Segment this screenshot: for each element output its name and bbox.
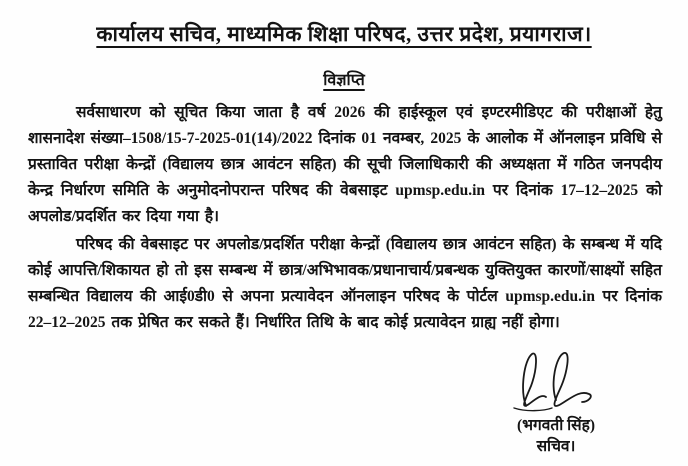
notice-paragraph-1 xyxy=(28,100,662,230)
signatory-designation: सचिव। xyxy=(536,438,576,455)
signatory-name: (भगवती सिंह) xyxy=(516,417,595,434)
notice-heading-text: विज्ञप्ति xyxy=(323,72,365,89)
notice-paragraph-2 xyxy=(28,232,662,336)
document-title xyxy=(0,20,688,48)
document-title-text: कार्यालय सचिव, माध्यमिक शिक्षा परिषद, उत्तर प्रदेश, प्रयागराज। xyxy=(96,22,592,46)
notice-heading xyxy=(0,68,688,90)
signature-block xyxy=(466,348,646,458)
notice-paragraph-1-text: सर्वसाधारण को सूचित किया जाता है वर्ष 2026 की हाईस्कूल एवं इण्टरमीडिएट की परीक्षाओं हेतु शासनादेश संख्या–1508/15-7-2025-01(14)/2022 दिनांक 01 नवम्बर, 2025 के आलोक में ऑनलाइन प्रविधि से प्रस्तावित परीक्षा केन्द्रों (विद्यालय छात्र आवंटन सहित) की सूची जिलाधिकारी की अध्यक्षता में गठित जनपदीय केन्द्र निर्धारण समिति के अनुमोदनोपरान्त परिषद की वेबसाइट upmsp.edu.in पर दिनांक 17–12–2025 को अपलोड/प्रदर्शित कर दिया गया है। xyxy=(28,104,662,225)
signature-scribble-icon xyxy=(496,348,616,414)
notice-paragraph-2-text: परिषद की वेबसाइट पर अपलोड/प्रदर्शित परीक्षा केन्द्रों (विद्यालय छात्र आवंटन सहित) के सम्बन्ध में यदि कोई आपत्ति/शिकायत हो तो इस सम्बन्ध में छात्र/अभिभावक/प्रधानाचार्य/प्रबन्धक युक्तियुक्त कारणों/साक्ष्यों सहित सम्बन्धित विद्यालय की आई0डी0 से अपना प्रत्यावेदन ऑनलाइन परिषद के पोर्टल upmsp.edu.in पर दिनांक 22–12–2025 तक प्रेषित कर सकते हैं। निर्धारित तिथि के बाद कोई प्रत्यावेदन ग्राह्य नहीं होगा। xyxy=(28,236,662,331)
